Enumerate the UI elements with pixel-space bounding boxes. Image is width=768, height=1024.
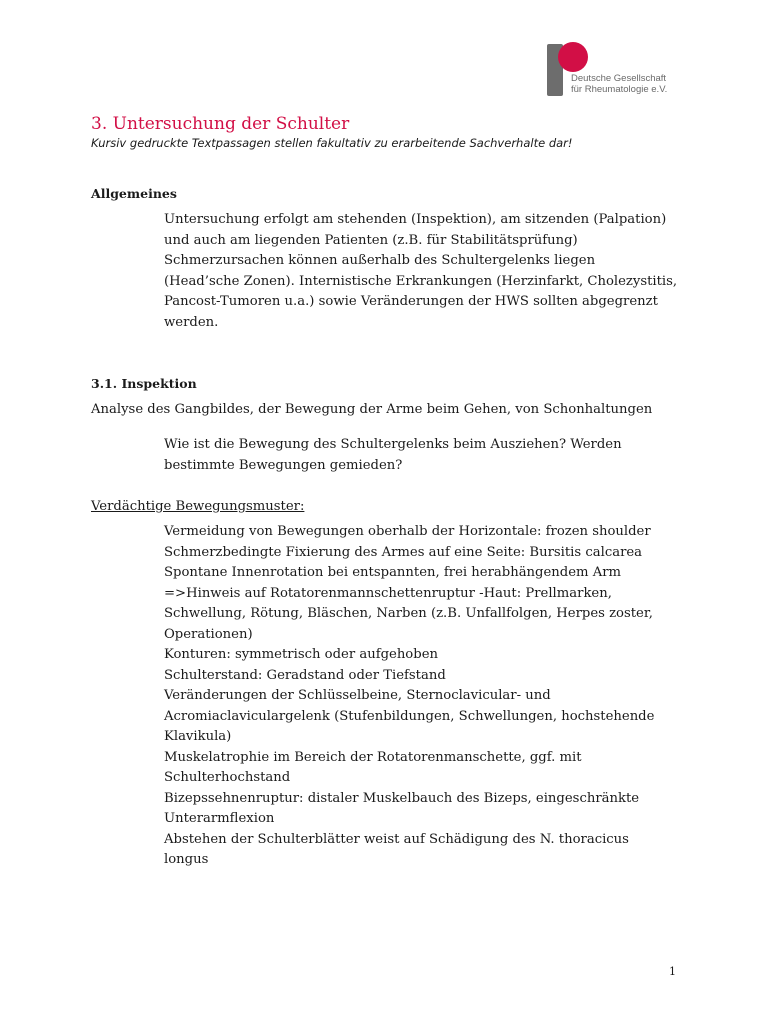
text-line: und auch am liegenden Patienten (z.B. für Stabilitätsprüfung) [164, 232, 578, 248]
text-line: Schmerzbedingte Fixierung des Armes auf eine Seite: Bursitis calcarea [164, 544, 643, 560]
text-line: Schmerzursachen können außerhalb des Schultergelenks liegen [164, 253, 596, 268]
text-line: Schulterhochstand [164, 770, 291, 785]
text-line: Abstehen der Schulterblätter weist auf Schädigung des N. thoracicus [164, 831, 629, 847]
text-line: (Head’sche Zonen). Internistische Erkrankungen (Herzinfarkt, Cholezystitis, [164, 273, 678, 289]
text-line: =>Hinweis auf Rotatorenmannschettenruptur -Haut: Prellmarken, [164, 585, 612, 601]
text-line: longus [164, 852, 209, 867]
text-line: bestimmte Bewegungen gemieden? [164, 457, 403, 473]
logo-text-line1: Deutsche Gesellschaft [571, 73, 667, 84]
text-line: Konturen: symmetrisch oder aufgehoben [164, 647, 438, 662]
page-subtitle: Kursiv gedruckte Textpassagen stellen fakultativ zu erarbeitende Sachverhalte dar! [91, 136, 573, 150]
text-line: Vermeidung von Bewegungen oberhalb der Horizontale: frozen shoulder [164, 524, 651, 539]
paragraph-bewegungsmuster [164, 522, 654, 871]
text-line: Wie ist die Bewegung des Schultergelenks beim Ausziehen? Werden [164, 437, 622, 452]
text-line: Klavikula) [164, 729, 232, 744]
text-line: Spontane Innenrotation bei entspannten, frei herabhängendem Arm [164, 565, 622, 580]
paragraph-inspektion-question [164, 435, 622, 476]
page-number: 1 [669, 965, 676, 978]
page-title: 3. Untersuchung der Schulter [91, 114, 350, 134]
heading-bewegungsmuster: Verdächtige Bewegungsmuster: [91, 499, 305, 514]
text-line: Unterarmflexion [164, 811, 275, 826]
logo-text [571, 73, 667, 95]
heading-allgemeines: Allgemeines [91, 186, 177, 201]
text-line: Schulterstand: Geradstand oder Tiefstand [164, 667, 446, 683]
logo-red-circle [558, 42, 588, 72]
text-line: werden. [164, 314, 219, 330]
text-line: Acromiaclaviculargelenk (Stufenbildungen, Schwellungen, hochstehende [164, 708, 655, 724]
text-line: Untersuchung erfolgt am stehenden (Inspektion), am sitzenden (Palpation) [164, 212, 667, 227]
paragraph-inspektion-intro: Analyse des Gangbildes, der Bewegung der Arme beim Gehen, von Schonhaltungen [91, 402, 653, 417]
text-line: Bizepssehnenruptur: distaler Muskelbauch des Bizeps, eingeschränkte [164, 790, 640, 806]
text-line: Schwellung, Rötung, Bläschen, Narben (z.B. Unfallfolgen, Herpes zoster, [164, 606, 653, 621]
paragraph-allgemeines [164, 210, 677, 333]
logo-text-line2: für Rheumatologie e.V. [571, 84, 668, 95]
heading-inspektion: 3.1. Inspektion [91, 376, 197, 391]
text-line: Muskelatrophie im Bereich der Rotatorenmanschette, ggf. mit [164, 749, 582, 765]
text-line: Veränderungen der Schlüsselbeine, Sternoclavicular- und [164, 688, 551, 703]
dgrh-logo [546, 42, 676, 98]
text-line: Pancost-Tumoren u.a.) sowie Veränderungen der HWS sollten abgegrenzt [164, 294, 658, 309]
text-line: Operationen) [164, 626, 253, 642]
